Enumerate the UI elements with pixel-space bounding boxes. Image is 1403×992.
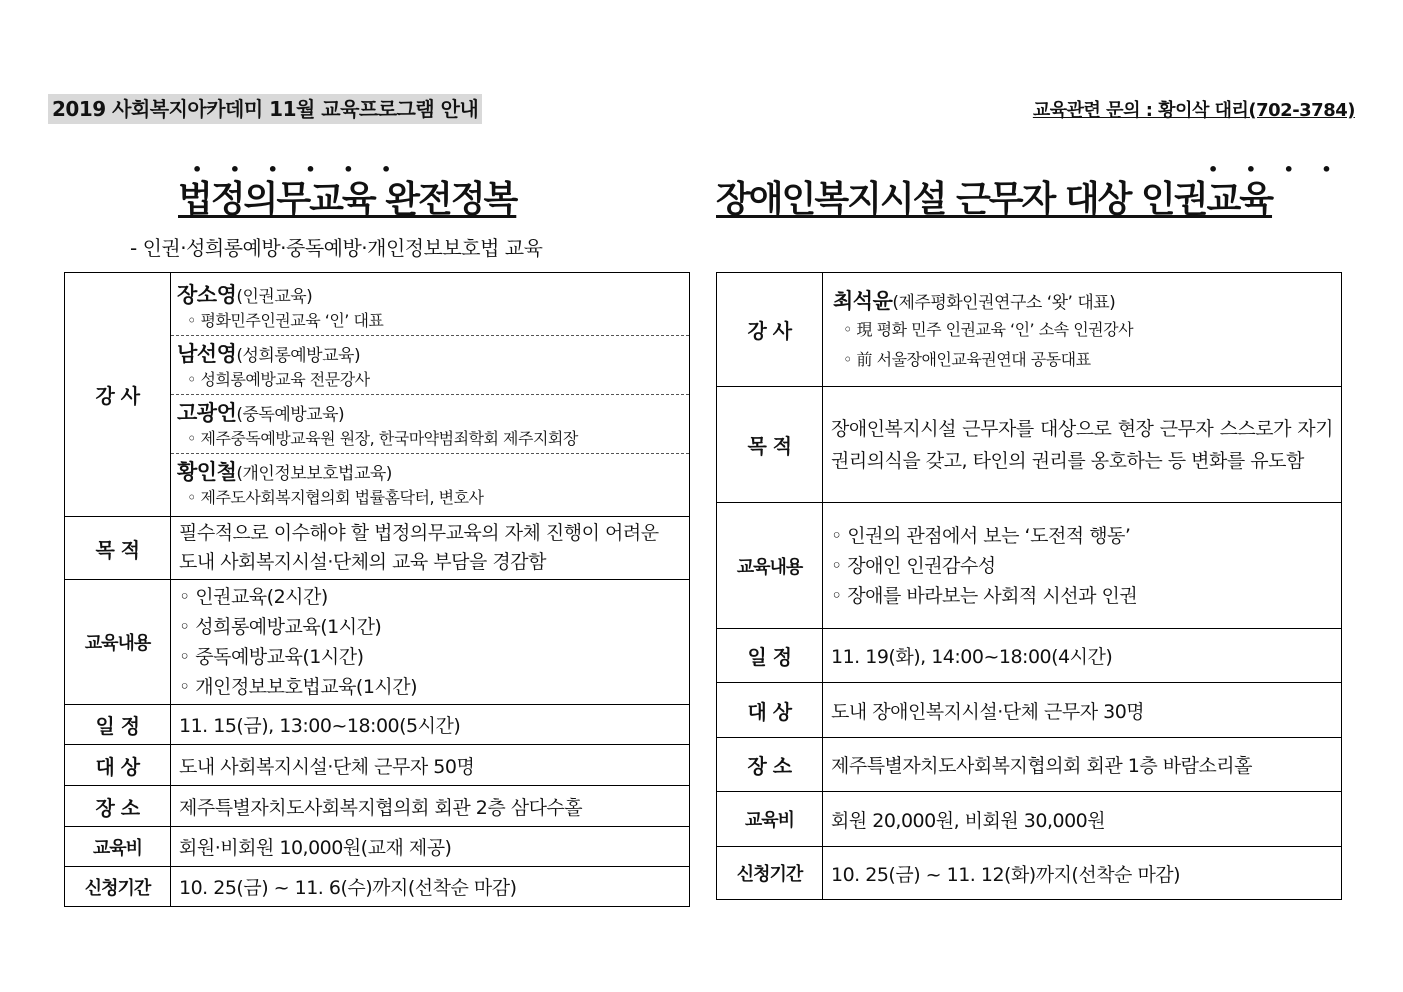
row-label: 신청기간	[717, 847, 823, 900]
row-label: 강 사	[717, 273, 823, 387]
lecturer-role: (제주평화인권연구소 ‘왓’ 대표)	[892, 292, 1116, 313]
table-row	[717, 273, 1342, 387]
table-row	[65, 273, 690, 517]
content-item: ◦ 인권의 관점에서 보는 ‘도전적 행동’	[831, 524, 1131, 547]
lecturer-name: 장소영	[177, 283, 237, 307]
schedule-text: 11. 19(화), 14:00~18:00(4시간)	[823, 629, 1342, 683]
row-label: 목 적	[65, 517, 171, 580]
schedule-text: 11. 15(금), 13:00~18:00(5시간)	[171, 705, 690, 745]
table-row	[65, 580, 690, 705]
place-text: 제주특별자치도사회복지협의회 회관 2층 삼다수홀	[171, 786, 690, 827]
row-label: 일 정	[717, 629, 823, 683]
lecturer-entry	[171, 395, 689, 454]
table-row	[65, 867, 690, 907]
lecturer-desc: ◦ 前 서울장애인교육권연대 공동대표	[843, 349, 1091, 369]
right-heading: 장애인복지시설 근무자 대상 인권교육	[716, 179, 1273, 220]
row-label: 장 소	[717, 738, 823, 792]
lecturer-name: 최석윤	[833, 288, 893, 313]
lecturer-role: (성희롱예방교육)	[236, 346, 361, 366]
row-label: 대 상	[65, 745, 171, 786]
row-label: 대 상	[717, 683, 823, 738]
table-row	[717, 738, 1342, 792]
row-label: 교육내용	[65, 580, 171, 705]
left-heading: 법정의무교육 완전정복	[178, 179, 517, 220]
content-item: ◦ 인권교육(2시간)	[179, 586, 328, 608]
apply-text: 10. 25(금) ~ 11. 12(화)까지(선착순 마감)	[823, 847, 1342, 900]
lecturer-role: (개인정보보호법교육)	[236, 464, 392, 484]
table-row	[717, 503, 1342, 629]
left-program-table	[64, 272, 690, 907]
lecturer-desc: ◦ 제주중독예방교육원 원장, 한국마약범죄학회 제주지회장	[187, 429, 578, 448]
content-item: ◦ 장애인 인권감수성	[831, 554, 996, 577]
lecturer-name: 황인철	[177, 460, 237, 484]
lecturer-entry	[171, 336, 689, 395]
table-row	[717, 792, 1342, 847]
lecturer-desc: ◦ 평화민주인권교육 ‘인’ 대표	[187, 311, 384, 330]
row-label: 강 사	[65, 273, 171, 517]
right-program-table	[716, 272, 1342, 900]
contact-info: 교육관련 문의 : 황이삭 대리(702-3784)	[1032, 100, 1355, 121]
row-label: 신청기간	[65, 867, 171, 907]
content-item: ◦ 중독예방교육(1시간)	[179, 646, 364, 668]
apply-text: 10. 25(금) ~ 11. 6(수)까지(선착순 마감)	[171, 867, 690, 907]
fee-text: 회원 20,000원, 비회원 30,000원	[823, 792, 1342, 847]
table-row	[65, 745, 690, 786]
table-row	[65, 705, 690, 745]
target-text: 도내 장애인복지시설·단체 근무자 30명	[823, 683, 1342, 738]
purpose-text: 장애인복지시설 근무자를 대상으로 현장 근무자 스스로가 자기 권리의식을 갖고, 타인의 권리를 옹호하는 등 변화를 유도함	[823, 387, 1342, 503]
row-label: 장 소	[65, 786, 171, 827]
fee-text: 회원·비회원 10,000원(교재 제공)	[171, 827, 690, 867]
lecturer-role: (중독예방교육)	[236, 405, 345, 425]
emphasis-dots: • • • •	[1208, 160, 1332, 179]
table-row	[717, 387, 1342, 503]
table-row	[65, 786, 690, 827]
target-text: 도내 사회복지시설·단체 근무자 50명	[171, 745, 690, 786]
table-row	[717, 847, 1342, 900]
row-label: 교육내용	[717, 503, 823, 629]
lecturer-desc: ◦ 現 평화 민주 인권교육 ‘인’ 소속 인권강사	[843, 319, 1134, 339]
lecturer-entry	[171, 454, 689, 512]
purpose-text: 필수적으로 이수해야 할 법정의무교육의 자체 진행이 어려운 도내 사회복지시설·단체의 교육 부담을 경감함	[171, 517, 690, 580]
row-label: 교육비	[65, 827, 171, 867]
row-label: 일 정	[65, 705, 171, 745]
lecturer-desc: ◦ 제주도사회복지협의회 법률홈닥터, 변호사	[187, 488, 484, 507]
row-label: 교육비	[717, 792, 823, 847]
lecturer-entry	[827, 283, 1337, 377]
left-subheading: - 인권·성희롱예방·중독예방·개인정보보호법 교육	[130, 236, 543, 260]
row-label: 목 적	[717, 387, 823, 503]
content-item: ◦ 성희롱예방교육(1시간)	[179, 616, 382, 638]
lecturer-role: (인권교육)	[236, 287, 313, 307]
content-item: ◦ 장애를 바라보는 사회적 시선과 인권	[831, 584, 1138, 607]
table-row	[717, 683, 1342, 738]
emphasis-dots: • • • • • •	[192, 160, 392, 179]
content-item: ◦ 개인정보보호법교육(1시간)	[179, 676, 418, 698]
table-row	[717, 629, 1342, 683]
place-text: 제주특별자치도사회복지협의회 회관 1층 바람소리홀	[823, 738, 1342, 792]
table-row	[65, 517, 690, 580]
page-title: 2019 사회복지아카데미 11월 교육프로그램 안내	[48, 94, 482, 124]
lecturer-name: 남선영	[177, 342, 237, 366]
lecturer-name: 고광언	[177, 401, 237, 425]
lecturer-desc: ◦ 성희롱예방교육 전문강사	[187, 370, 370, 389]
lecturer-entry	[171, 277, 689, 336]
table-row	[65, 827, 690, 867]
